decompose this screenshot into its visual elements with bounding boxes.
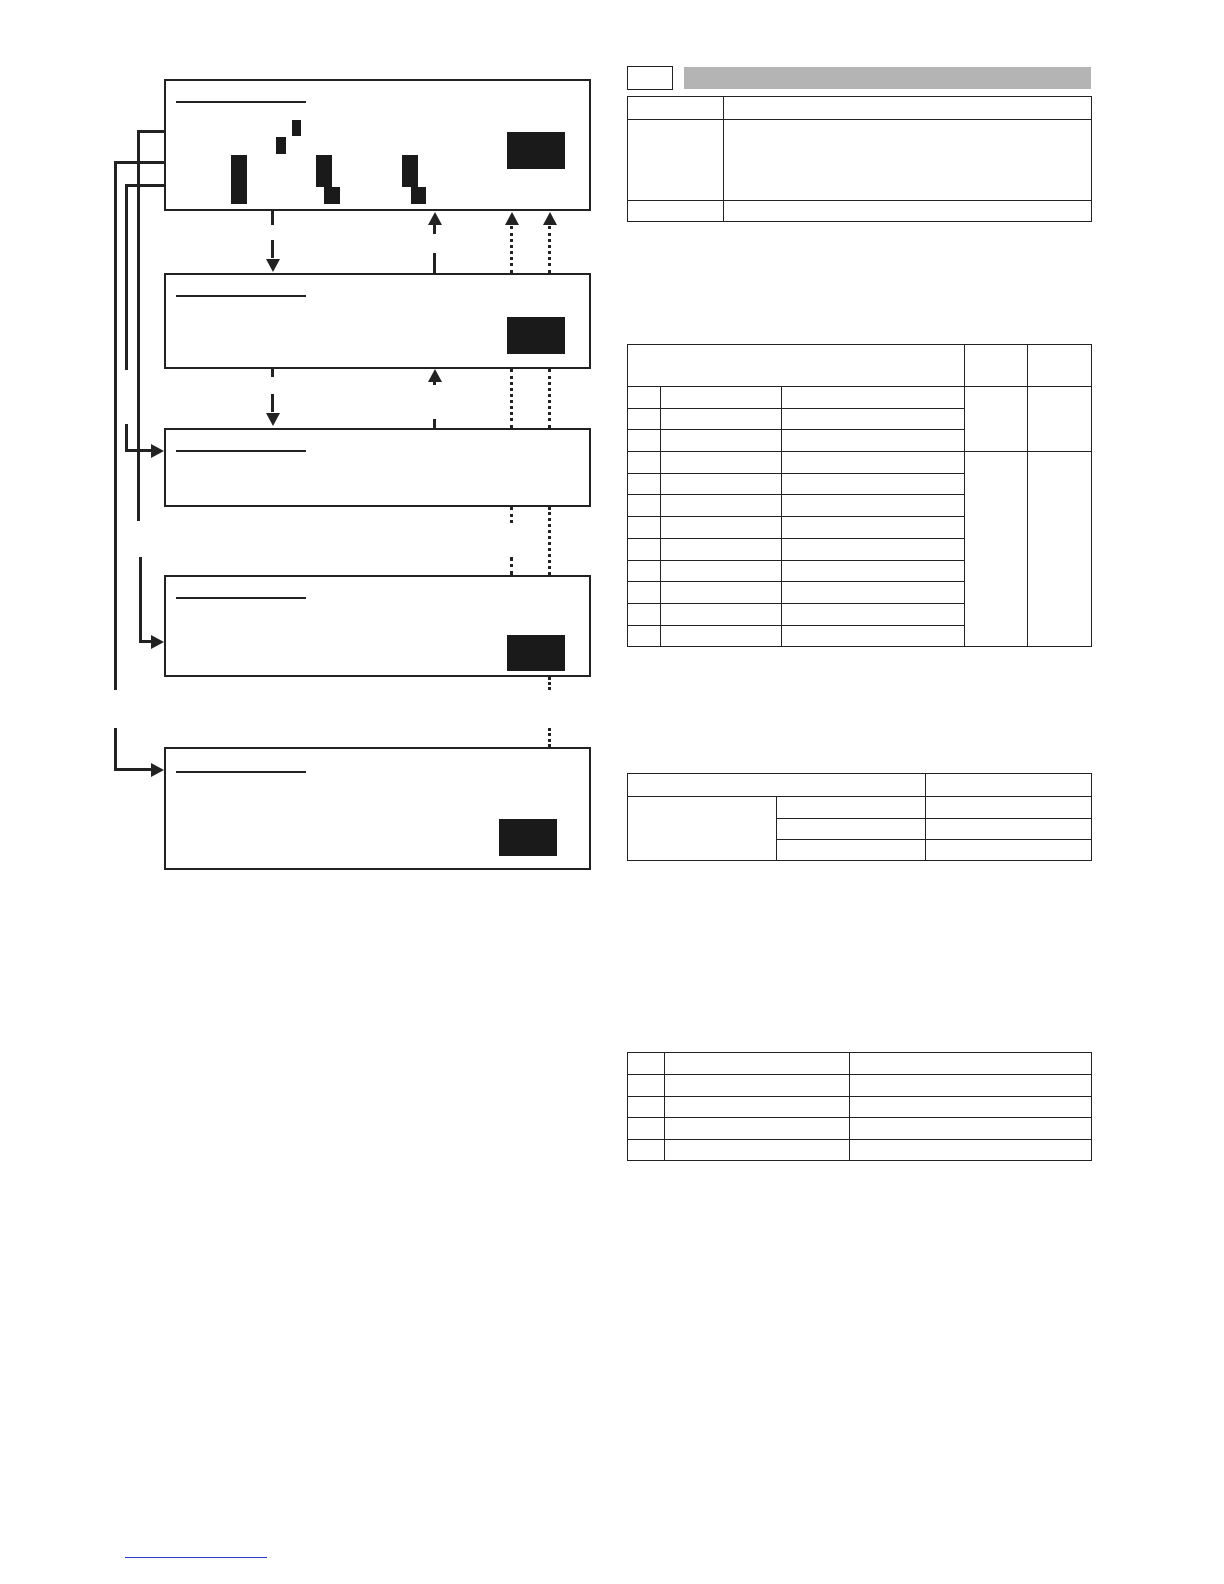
branch-line	[114, 728, 117, 771]
arrow-up-icon	[505, 212, 519, 225]
row-number	[628, 517, 661, 539]
row-number	[628, 452, 661, 474]
cursor-block	[231, 155, 247, 204]
cursor-block	[402, 155, 418, 187]
row-number	[628, 582, 661, 604]
header-cell	[926, 774, 1092, 797]
table-row	[628, 797, 1092, 819]
dotted-connector	[548, 677, 551, 690]
return-line	[125, 184, 128, 370]
row-cell	[661, 625, 782, 647]
row-cell	[665, 1053, 850, 1075]
display-screen-4	[164, 575, 591, 677]
row-cell	[782, 452, 965, 474]
info-label	[628, 201, 724, 222]
branch-line	[125, 449, 151, 452]
group-cell	[965, 387, 1028, 452]
row-cell	[782, 582, 965, 604]
display-screen-5	[164, 747, 591, 870]
screen-title-underline	[176, 295, 306, 297]
row-cell	[661, 603, 782, 625]
flow-arrow-shaft	[433, 381, 436, 385]
main-table	[627, 344, 1092, 647]
flow-arrow-shaft	[433, 224, 436, 234]
dotted-connector	[548, 369, 551, 428]
key-block	[507, 132, 565, 169]
return-line	[125, 184, 164, 187]
key-block	[499, 819, 557, 856]
arrow-down-icon	[266, 413, 280, 426]
row-cell	[850, 1139, 1092, 1161]
row-cell	[665, 1096, 850, 1118]
table-row	[628, 120, 1092, 201]
row-number	[628, 408, 661, 430]
info-value	[724, 97, 1092, 120]
row-cell	[782, 430, 965, 452]
row-cell	[850, 1075, 1092, 1097]
dotted-connector	[510, 507, 513, 523]
row-cell	[926, 840, 1092, 861]
row-cell	[661, 387, 782, 409]
row-cell	[782, 625, 965, 647]
branch-line	[125, 424, 128, 452]
row-cell	[850, 1096, 1092, 1118]
group-label-cell	[628, 797, 777, 861]
row-cell	[661, 430, 782, 452]
row-number	[628, 603, 661, 625]
row-cell	[661, 538, 782, 560]
row-cell	[777, 797, 926, 819]
arrow-down-icon	[266, 259, 280, 272]
row-number	[628, 560, 661, 582]
row-cell	[661, 408, 782, 430]
arrow-right-icon	[151, 635, 164, 649]
dotted-connector	[548, 728, 551, 747]
row-cell	[782, 387, 965, 409]
row-number	[628, 1075, 665, 1097]
group-cell	[965, 452, 1028, 647]
row-number	[628, 538, 661, 560]
row-cell	[782, 408, 965, 430]
group-cell	[1028, 387, 1092, 452]
arrow-right-icon	[151, 763, 164, 777]
branch-line	[139, 557, 142, 643]
row-cell	[782, 538, 965, 560]
list-table	[627, 1052, 1092, 1161]
header-cell	[1028, 345, 1092, 387]
table-row	[628, 1096, 1092, 1118]
code-label-box	[627, 66, 673, 90]
row-cell	[782, 473, 965, 495]
row-number	[628, 387, 661, 409]
table-header-row	[628, 774, 1092, 797]
return-line	[114, 161, 117, 690]
display-screen-3	[164, 428, 591, 507]
row-cell	[661, 582, 782, 604]
return-line	[137, 130, 140, 521]
row-cell	[665, 1118, 850, 1140]
cursor-block	[276, 137, 286, 154]
screen-title-underline	[176, 597, 306, 599]
table-row	[628, 201, 1092, 222]
section-title-band	[684, 67, 1091, 89]
row-cell	[850, 1118, 1092, 1140]
row-number	[628, 430, 661, 452]
table-row	[628, 452, 1092, 474]
row-cell	[782, 603, 965, 625]
row-cell	[665, 1075, 850, 1097]
row-cell	[661, 517, 782, 539]
row-cell	[926, 819, 1092, 840]
cursor-block	[292, 120, 301, 136]
branch-line	[139, 640, 151, 643]
info-value	[724, 201, 1092, 222]
return-line	[137, 130, 164, 133]
row-number	[628, 1139, 665, 1161]
table-row	[628, 1053, 1092, 1075]
return-line	[114, 161, 164, 164]
row-number	[628, 495, 661, 517]
screen-title-underline	[176, 101, 306, 103]
settings-table	[627, 773, 1092, 861]
flow-arrow-shaft	[271, 369, 274, 377]
table-row	[628, 1139, 1092, 1161]
row-number	[628, 473, 661, 495]
flow-arrow-shaft	[271, 240, 274, 258]
dotted-connector	[548, 226, 551, 273]
arrow-up-icon	[543, 212, 557, 225]
row-number	[628, 625, 661, 647]
flow-arrow-shaft	[271, 394, 274, 412]
display-screen-1	[164, 79, 591, 211]
table-row	[628, 387, 1092, 409]
row-cell	[661, 452, 782, 474]
row-cell	[777, 819, 926, 840]
dotted-connector	[548, 507, 551, 575]
info-label	[628, 120, 724, 201]
table-header-row	[628, 345, 1092, 387]
header-cell	[628, 345, 965, 387]
screen-title-underline	[176, 450, 306, 452]
row-number	[628, 1118, 665, 1140]
dotted-connector	[510, 369, 513, 428]
row-cell	[661, 473, 782, 495]
cursor-block	[411, 187, 426, 204]
display-screen-2	[164, 273, 591, 369]
row-cell	[782, 495, 965, 517]
cursor-block	[324, 187, 340, 204]
branch-line	[114, 768, 151, 771]
row-cell	[782, 560, 965, 582]
table-row	[628, 1118, 1092, 1140]
info-value	[724, 120, 1092, 201]
info-label	[628, 97, 724, 120]
key-block	[507, 317, 565, 354]
row-cell	[661, 495, 782, 517]
dotted-connector	[510, 557, 513, 575]
row-cell	[850, 1053, 1092, 1075]
row-cell	[926, 797, 1092, 819]
row-number	[628, 1053, 665, 1075]
flow-arrow-shaft	[271, 211, 274, 225]
header-cell	[965, 345, 1028, 387]
row-cell	[661, 560, 782, 582]
info-table	[627, 96, 1092, 222]
arrow-right-icon	[151, 444, 164, 458]
row-cell	[782, 517, 965, 539]
footer-rule	[125, 1557, 267, 1558]
flow-arrow-shaft	[433, 253, 436, 273]
table-row	[628, 1075, 1092, 1097]
cursor-block	[316, 155, 332, 187]
group-cell	[1028, 452, 1092, 647]
row-number	[628, 1096, 665, 1118]
screen-title-underline	[176, 771, 306, 773]
row-cell	[777, 840, 926, 861]
row-cell	[665, 1139, 850, 1161]
flow-arrow-shaft	[433, 419, 436, 428]
dotted-connector	[510, 226, 513, 273]
table-row	[628, 97, 1092, 120]
header-cell	[628, 774, 926, 797]
key-block	[507, 635, 565, 671]
